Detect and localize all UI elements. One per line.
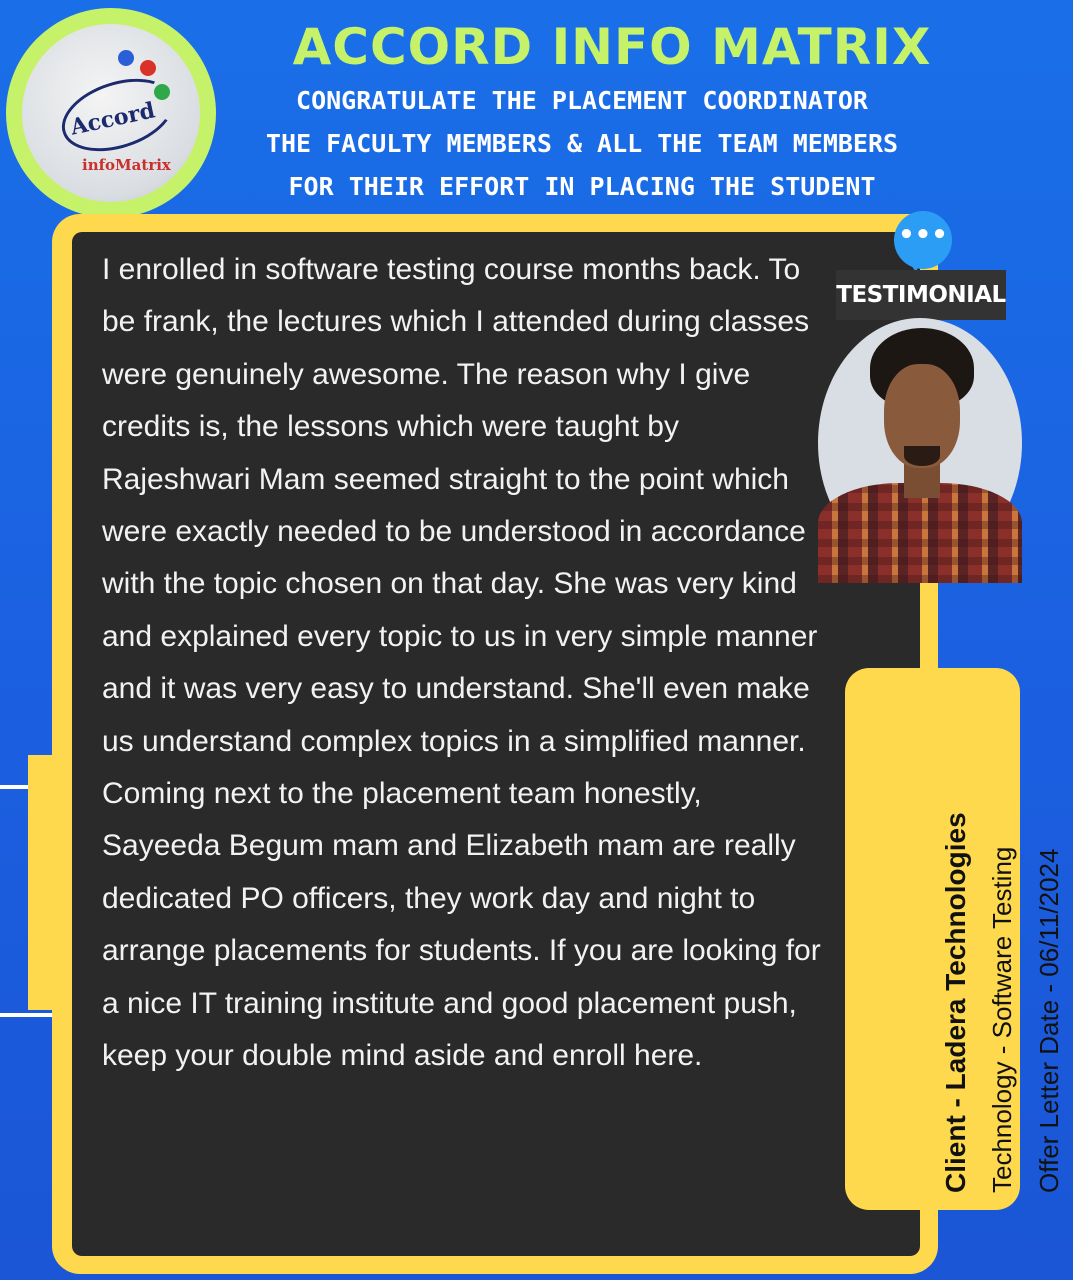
student-photo [818, 318, 1022, 568]
header-line-2: THE FACULTY MEMBERS & ALL THE TEAM MEMBERS [265, 129, 899, 158]
logo-dot-green [154, 84, 170, 100]
page-title: ACCORD INFO MATRIX [292, 18, 932, 76]
header-line-1: CONGRATULATE THE PLACEMENT COORDINATOR [296, 86, 868, 115]
logo-dot-red [140, 60, 156, 76]
offer-letter-date: Offer Letter Date - 06/11/2024 [1034, 848, 1064, 1193]
header-line-3: FOR THEIR EFFORT IN PLACING THE STUDENT [288, 172, 876, 201]
client-name: Client - Ladera Technologies [940, 812, 971, 1193]
placement-info [932, 723, 1073, 1193]
chat-bubble-dots: ••• [898, 220, 948, 250]
logo-subtitle: infoMatrix [82, 156, 171, 174]
logo-ring [6, 8, 216, 218]
testimonial-text: I enrolled in software testing course months back. To be frank, the lectures which I attended during classes were genuinely awesome. The reason why I give credits is, the lessons which were taught by Rajeshwari Mam seemed straight to the point which were exactly needed to be understood in accordance with the topic chosen on that day. She was very kind and explained every topic to us in very simple manner and it was very easy to understand. She'll even make us understand complex topics in a simplified manner. Coming next to the placement team honestly, Sayeeda Begum mam and Elizabeth mam are really dedicated PO officers, they work day and night to arrange placements for students. If you are looking for a nice IT training institute and good placement push, keep your double mind aside and enroll here. [102, 253, 821, 1073]
logo [22, 24, 200, 202]
logo-wordmark: Accord [68, 97, 158, 141]
photo-beard [904, 446, 940, 466]
testimonial-label: TESTIMONIAL [836, 270, 1006, 320]
logo-dot-blue [118, 50, 134, 66]
technology: Technology - Software Testing [987, 846, 1017, 1193]
photo-shirt-check [818, 483, 1022, 583]
